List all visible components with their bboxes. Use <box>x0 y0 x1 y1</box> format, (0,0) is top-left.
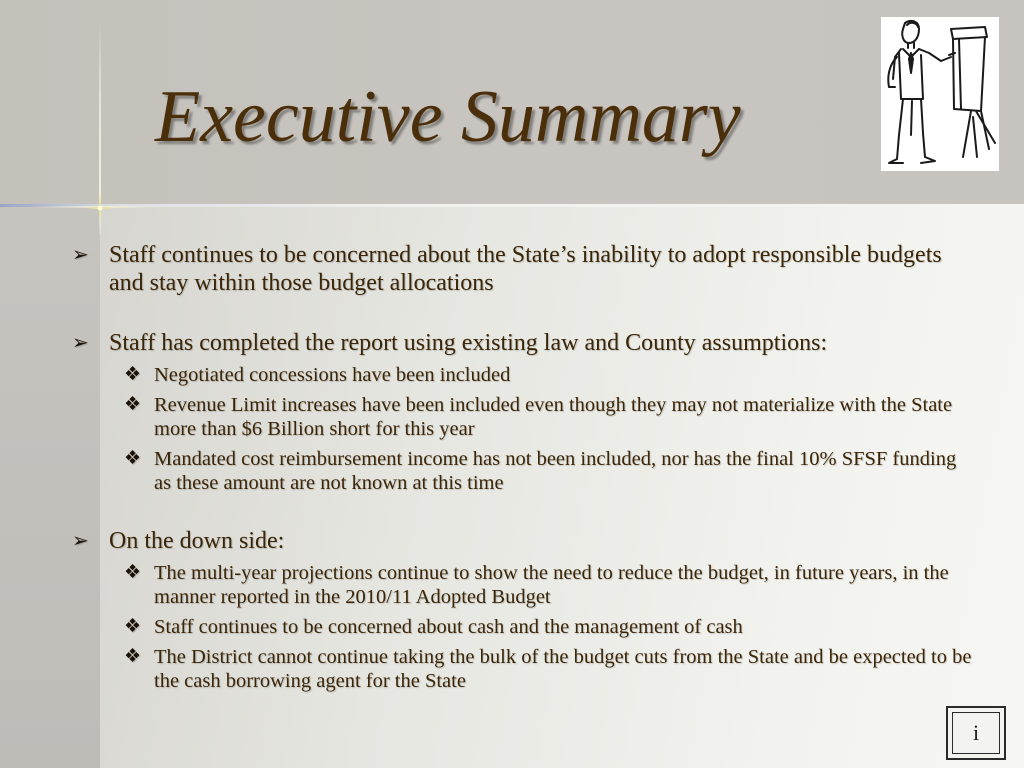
sub-bullet-list <box>72 561 972 693</box>
diamond-bullet-icon: ❖ <box>124 562 142 583</box>
sub-bullet-text: Mandated cost reimbursement income has not been included, nor has the final 10% SFSF funding as these amount are not known at this time <box>154 448 957 494</box>
arrowhead-bullet-icon: ➢ <box>72 244 89 266</box>
sub-bullet-item <box>72 645 972 693</box>
arrowhead-bullet-icon: ➢ <box>72 530 89 552</box>
diamond-bullet-icon: ❖ <box>124 394 142 415</box>
sparkle-icon <box>86 194 114 222</box>
sub-bullet-item <box>72 363 972 387</box>
diamond-bullet-icon: ❖ <box>124 646 142 667</box>
page-number: i <box>972 720 980 745</box>
arrowhead-bullet-icon: ➢ <box>72 332 89 354</box>
sub-bullet-item <box>72 393 972 441</box>
bullet-item <box>72 527 972 555</box>
sub-bullet-text: Revenue Limit increases have been included even though they may not materialize with the State more than $6 Billion short for this year <box>154 394 953 440</box>
page-number-box <box>946 706 1006 760</box>
sub-bullet-item <box>72 447 972 495</box>
bullet-list <box>72 241 972 699</box>
bullet-item <box>72 329 972 357</box>
bullet-item <box>72 241 972 297</box>
sub-bullet-text: The multi-year projections continue to show the need to reduce the budget, in future years, in the manner reported in the 2010/11 Adopted Budget <box>154 562 949 608</box>
presenter-with-flipchart-icon <box>881 17 999 171</box>
bullet-text: Staff has completed the report using existing law and County assumptions: <box>109 330 828 356</box>
bullet-text: Staff continues to be concerned about the State’s inability to adopt responsible budgets and stay within those budget allocations <box>109 242 942 296</box>
sub-bullet-item <box>72 561 972 609</box>
slide-title: Executive Summary <box>155 76 741 158</box>
sub-bullet-text: Staff continues to be concerned about cash and the management of cash <box>154 616 743 638</box>
bullet-text: On the down side: <box>109 528 285 554</box>
diamond-bullet-icon: ❖ <box>124 364 142 385</box>
sub-bullet-list <box>72 363 972 495</box>
diamond-bullet-icon: ❖ <box>124 448 142 469</box>
sub-bullet-text: The District cannot continue taking the bulk of the budget cuts from the State and be expected to be the cash borrowing agent for the State <box>154 646 972 692</box>
diamond-bullet-icon: ❖ <box>124 616 142 637</box>
sub-bullet-item <box>72 615 972 639</box>
sub-bullet-text: Negotiated concessions have been included <box>154 364 511 386</box>
